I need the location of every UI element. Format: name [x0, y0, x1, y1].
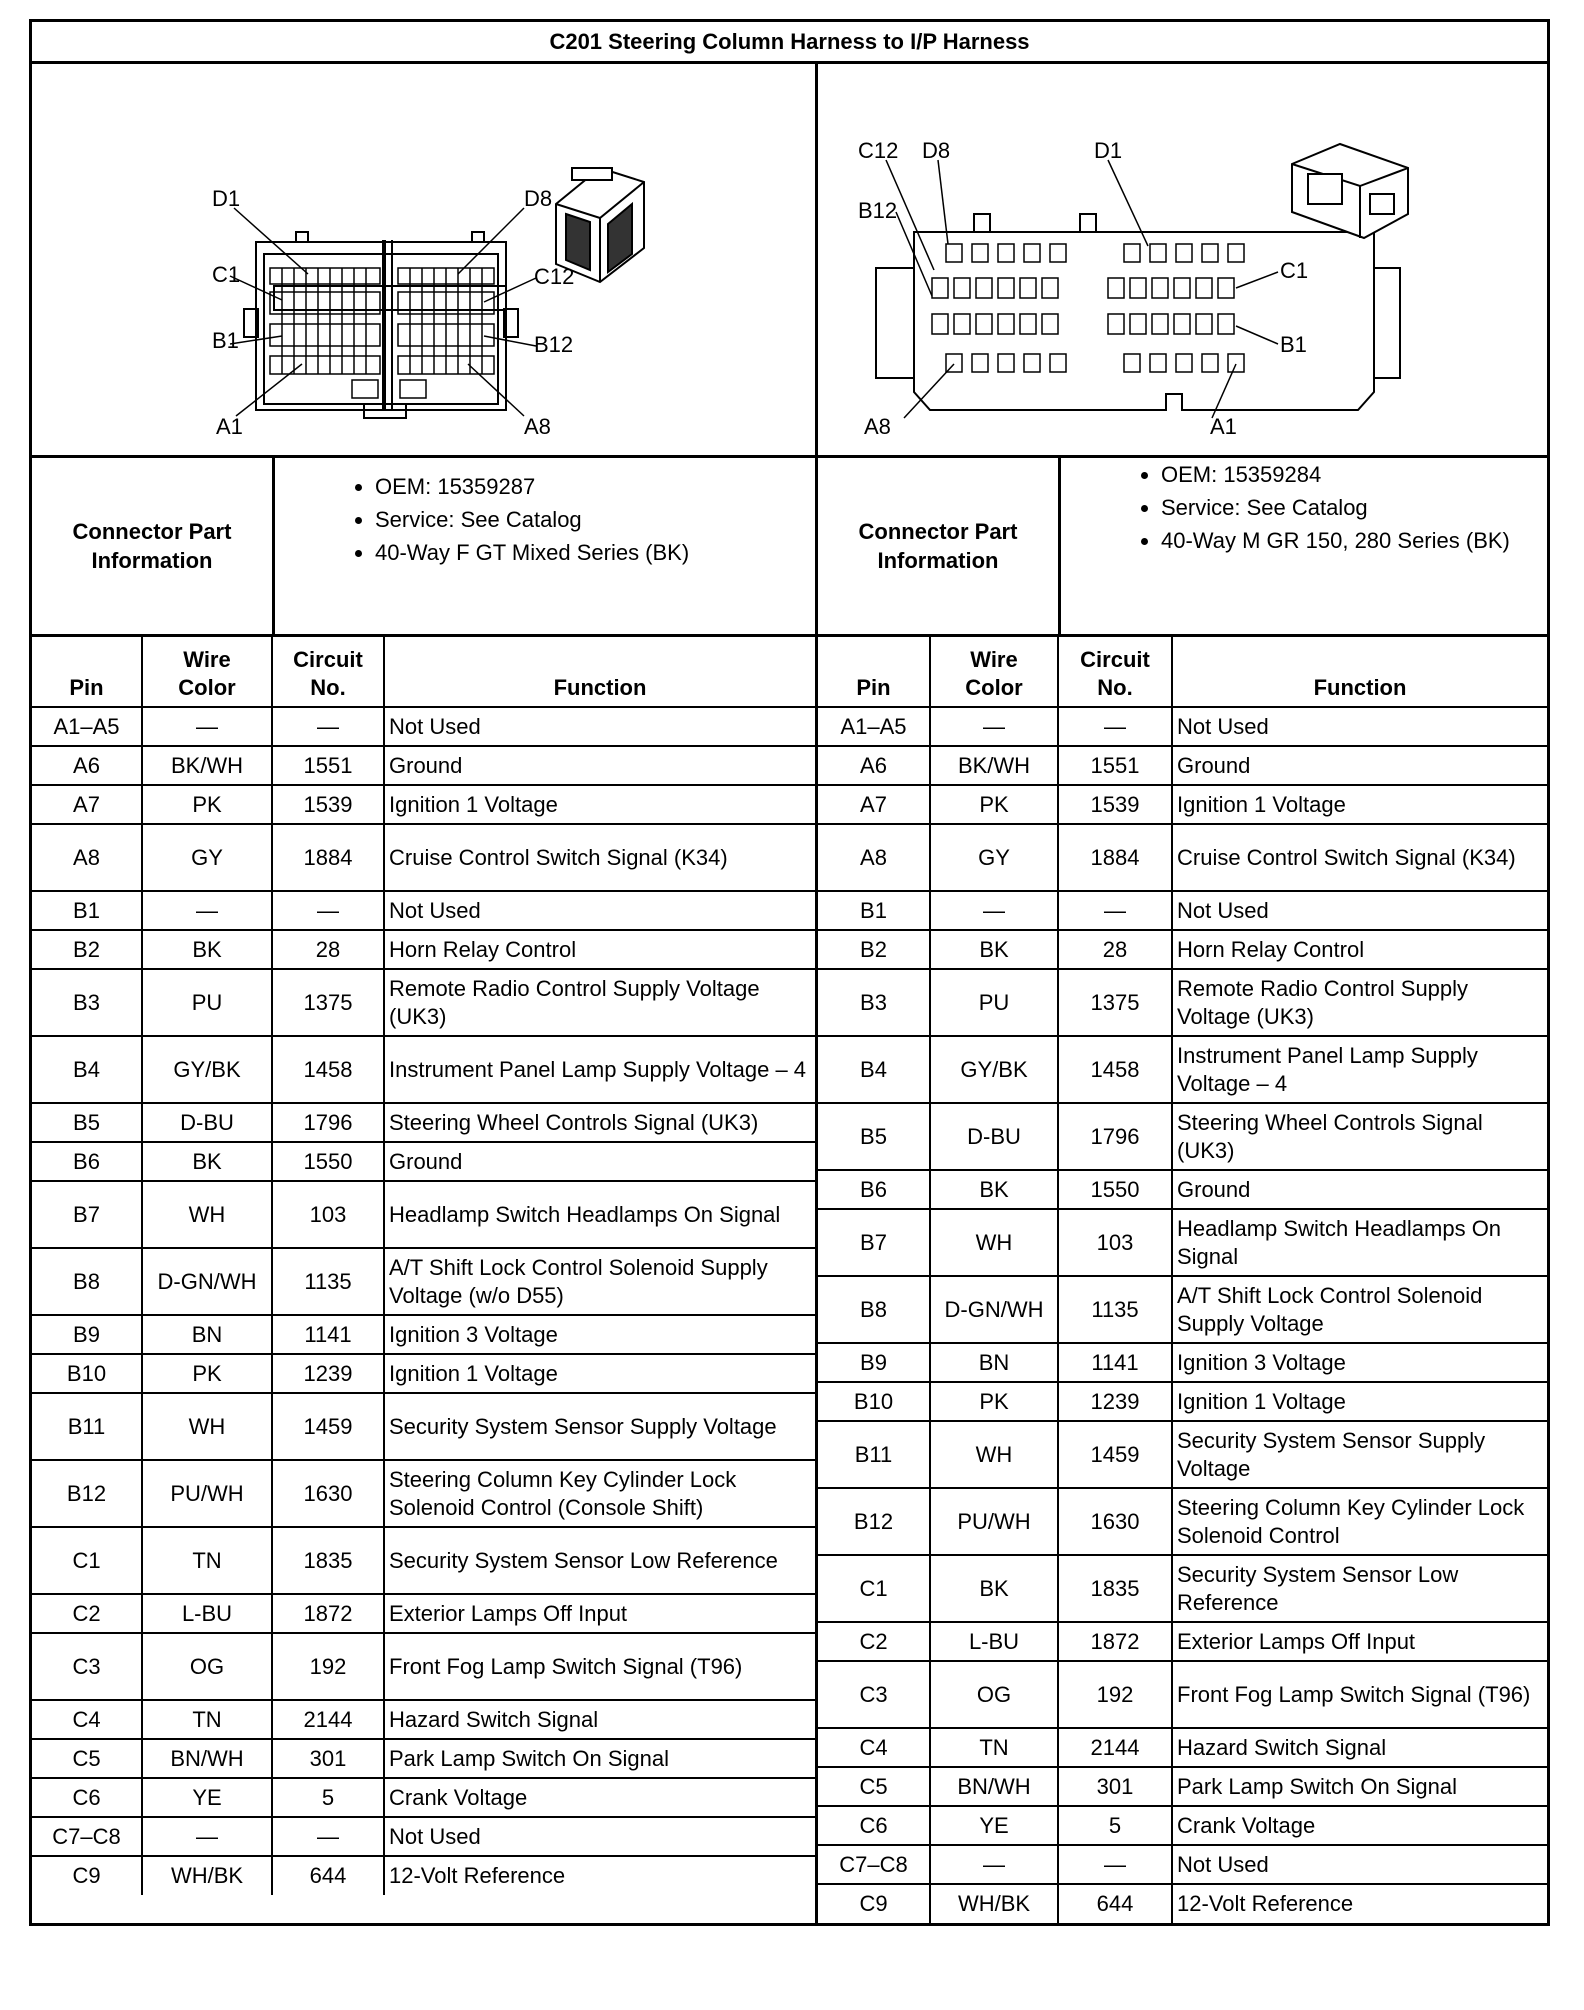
function-cell: Not Used: [384, 891, 815, 930]
pin-label-a8: A8: [524, 414, 551, 439]
pin-label-d1: D1: [1094, 138, 1123, 163]
table-row: [32, 1778, 815, 1817]
table-row: [32, 1248, 815, 1315]
table-row: [818, 1036, 1547, 1103]
circuit-cell: 1630: [272, 1460, 384, 1527]
table-row: [818, 1276, 1547, 1343]
table-row: [32, 1181, 815, 1248]
wire-color-cell: GY: [930, 824, 1058, 891]
function-cell: Cruise Control Switch Signal (K34): [384, 824, 815, 891]
wire-color-cell: WH: [142, 1393, 272, 1460]
female-connector-face-svg: [32, 64, 812, 450]
circuit-cell: 1539: [272, 785, 384, 824]
wire-color-cell: BK: [930, 930, 1058, 969]
pin-cell: B2: [32, 930, 142, 969]
table-row: [32, 824, 815, 891]
circuit-cell: 1458: [272, 1036, 384, 1103]
circuit-cell: 1135: [272, 1248, 384, 1315]
connector-part-info-list: [275, 458, 815, 634]
function-cell: Security System Sensor Low Reference: [1172, 1555, 1547, 1622]
circuit-cell: —: [1058, 891, 1172, 930]
wire-color-cell: PU/WH: [142, 1460, 272, 1527]
circuit-cell: 644: [272, 1856, 384, 1895]
pin-cell: B12: [818, 1488, 930, 1555]
circuit-cell: 1835: [272, 1527, 384, 1594]
circuit-cell: 1141: [1058, 1343, 1172, 1382]
function-cell: Headlamp Switch Headlamps On Signal: [1172, 1209, 1547, 1276]
circuit-cell: 103: [272, 1181, 384, 1248]
circuit-cell: 1872: [1058, 1622, 1172, 1661]
pin-cell: B3: [32, 969, 142, 1036]
header-pin: Pin: [818, 637, 930, 707]
circuit-cell: —: [1058, 1845, 1172, 1884]
wire-color-cell: GY/BK: [930, 1036, 1058, 1103]
wire-color-cell: —: [142, 1817, 272, 1856]
function-cell: Security System Sensor Low Reference: [384, 1527, 815, 1594]
function-cell: Ignition 3 Voltage: [384, 1315, 815, 1354]
function-cell: Ignition 3 Voltage: [1172, 1343, 1547, 1382]
pin-table-right: [818, 637, 1547, 1923]
function-cell: Ground: [384, 1142, 815, 1181]
wire-color-cell: GY: [142, 824, 272, 891]
pin-cell: C3: [818, 1661, 930, 1728]
wire-color-cell: BN: [930, 1343, 1058, 1382]
pin-table-left: [32, 637, 815, 1895]
circuit-cell: 1884: [1058, 824, 1172, 891]
function-cell: Steering Wheel Controls Signal (UK3): [1172, 1103, 1547, 1170]
pin-label-b1: B1: [212, 328, 239, 353]
circuit-cell: 1141: [272, 1315, 384, 1354]
table-row: [32, 1739, 815, 1778]
circuit-cell: 301: [272, 1739, 384, 1778]
table-row: [818, 1170, 1547, 1209]
circuit-cell: 1550: [272, 1142, 384, 1181]
male-connector-iso-icon: [1292, 144, 1408, 238]
table-row: [818, 1728, 1547, 1767]
header-wire-color: Wire Color: [142, 637, 272, 707]
circuit-cell: 1239: [272, 1354, 384, 1393]
wire-color-cell: BK: [142, 1142, 272, 1181]
pin-cell: C7–C8: [818, 1845, 930, 1884]
pin-cell: B2: [818, 930, 930, 969]
wire-color-cell: —: [930, 891, 1058, 930]
circuit-cell: 192: [272, 1633, 384, 1700]
connector-info-left: [31, 457, 817, 636]
wire-color-cell: PK: [142, 785, 272, 824]
function-cell: Steering Column Key Cylinder Lock Solenoid Control (Console Shift): [384, 1460, 815, 1527]
pin-cell: B1: [818, 891, 930, 930]
function-cell: Hazard Switch Signal: [1172, 1728, 1547, 1767]
pin-cell: B5: [32, 1103, 142, 1142]
circuit-cell: 1796: [1058, 1103, 1172, 1170]
circuit-cell: 301: [1058, 1767, 1172, 1806]
function-cell: Remote Radio Control Supply Voltage (UK3): [384, 969, 815, 1036]
function-cell: Ignition 1 Voltage: [384, 785, 815, 824]
table-row: [32, 1594, 815, 1633]
table-row: [32, 1354, 815, 1393]
circuit-cell: 1884: [272, 824, 384, 891]
circuit-cell: 5: [1058, 1806, 1172, 1845]
pin-cell: C1: [818, 1555, 930, 1622]
wire-color-cell: PU/WH: [930, 1488, 1058, 1555]
table-row: [818, 1806, 1547, 1845]
table-row: [818, 1103, 1547, 1170]
wire-color-cell: D-BU: [142, 1103, 272, 1142]
table-row: [32, 785, 815, 824]
page-title: C201 Steering Column Harness to I/P Harness: [31, 21, 1549, 63]
function-cell: Exterior Lamps Off Input: [1172, 1622, 1547, 1661]
wire-color-cell: D-GN/WH: [930, 1276, 1058, 1343]
wire-color-cell: —: [142, 891, 272, 930]
header-circuit-no: Circuit No.: [1058, 637, 1172, 707]
circuit-cell: 1630: [1058, 1488, 1172, 1555]
function-cell: Security System Sensor Supply Voltage: [384, 1393, 815, 1460]
function-cell: Security System Sensor Supply Voltage: [1172, 1421, 1547, 1488]
function-cell: Steering Column Key Cylinder Lock Solenoid Control: [1172, 1488, 1547, 1555]
table-row: [818, 785, 1547, 824]
wire-color-cell: BN: [142, 1315, 272, 1354]
pin-cell: A7: [32, 785, 142, 824]
connector-info-right: [817, 457, 1549, 636]
function-cell: Not Used: [1172, 707, 1547, 746]
table-row: [818, 1555, 1547, 1622]
circuit-cell: 103: [1058, 1209, 1172, 1276]
table-row: [32, 930, 815, 969]
wire-color-cell: WH: [930, 1209, 1058, 1276]
pin-cell: A6: [818, 746, 930, 785]
info-label-line1: Connector Part: [858, 519, 1018, 544]
pin-cell: C7–C8: [32, 1817, 142, 1856]
pin-cell: B6: [818, 1170, 930, 1209]
circuit-cell: —: [272, 1817, 384, 1856]
function-cell: Not Used: [384, 1817, 815, 1856]
wire-color-cell: OG: [930, 1661, 1058, 1728]
wire-color-cell: PK: [142, 1354, 272, 1393]
circuit-cell: 1835: [1058, 1555, 1172, 1622]
pin-cell: B12: [32, 1460, 142, 1527]
connector-part-info-list: [1061, 458, 1547, 634]
table-row: [32, 1700, 815, 1739]
pin-cell: C2: [32, 1594, 142, 1633]
table-row: [32, 1103, 815, 1142]
pin-cell: C4: [32, 1700, 142, 1739]
info-service: • Service: See Catalog: [1161, 491, 1527, 524]
pin-cell: A1–A5: [818, 707, 930, 746]
pin-table-cell-right: [817, 636, 1549, 1925]
table-row: [818, 1845, 1547, 1884]
wire-color-cell: BN/WH: [142, 1739, 272, 1778]
circuit-cell: 28: [272, 930, 384, 969]
wire-color-cell: WH/BK: [142, 1856, 272, 1895]
table-row: [32, 1527, 815, 1594]
pin-cell: B7: [818, 1209, 930, 1276]
wire-color-cell: TN: [142, 1527, 272, 1594]
pin-cell: C4: [818, 1728, 930, 1767]
pin-cell: B3: [818, 969, 930, 1036]
circuit-cell: 1375: [272, 969, 384, 1036]
circuit-cell: 192: [1058, 1661, 1172, 1728]
info-description: • 40-Way M GR 150, 280 Series (BK): [1161, 524, 1527, 557]
circuit-cell: —: [272, 891, 384, 930]
pin-cell: B9: [32, 1315, 142, 1354]
wire-color-cell: D-BU: [930, 1103, 1058, 1170]
info-label-line1: Connector Part: [72, 519, 232, 544]
wire-color-cell: WH/BK: [930, 1884, 1058, 1923]
circuit-cell: 1551: [272, 746, 384, 785]
pin-cell: C9: [818, 1884, 930, 1923]
female-pin-label-text: [212, 186, 574, 439]
circuit-cell: 1551: [1058, 746, 1172, 785]
pin-label-d1: D1: [212, 186, 241, 211]
pin-cell: C9: [32, 1856, 142, 1895]
connector-diagram-left: [31, 63, 817, 457]
pin-cell: C5: [32, 1739, 142, 1778]
pin-cell: B10: [818, 1382, 930, 1421]
function-cell: 12-Volt Reference: [1172, 1884, 1547, 1923]
pin-label-c12: C12: [534, 264, 575, 289]
pin-cell: B5: [818, 1103, 930, 1170]
circuit-cell: 1550: [1058, 1170, 1172, 1209]
wire-color-cell: WH: [930, 1421, 1058, 1488]
wire-color-cell: GY/BK: [142, 1036, 272, 1103]
pin-cell: B9: [818, 1343, 930, 1382]
pin-cell: A8: [32, 824, 142, 891]
function-cell: Park Lamp Switch On Signal: [384, 1739, 815, 1778]
function-cell: Ground: [1172, 1170, 1547, 1209]
wire-color-cell: L-BU: [142, 1594, 272, 1633]
table-row: [818, 746, 1547, 785]
pin-cell: A8: [818, 824, 930, 891]
pin-label-c12: C12: [858, 138, 899, 163]
circuit-cell: —: [1058, 707, 1172, 746]
table-row: [818, 969, 1547, 1036]
table-row: [818, 891, 1547, 930]
pin-label-a1: A1: [216, 414, 243, 439]
pin-label-c1: C1: [212, 262, 241, 287]
table-row: [818, 1382, 1547, 1421]
function-cell: Ground: [1172, 746, 1547, 785]
table-row: [32, 1315, 815, 1354]
info-description: • 40-Way F GT Mixed Series (BK): [375, 536, 795, 569]
wire-color-cell: BK: [142, 930, 272, 969]
function-cell: Front Fog Lamp Switch Signal (T96): [1172, 1661, 1547, 1728]
wire-color-cell: L-BU: [930, 1622, 1058, 1661]
pin-cell: B4: [32, 1036, 142, 1103]
wire-color-cell: YE: [930, 1806, 1058, 1845]
function-cell: Ground: [384, 746, 815, 785]
wire-color-cell: PK: [930, 1382, 1058, 1421]
wire-color-cell: D-GN/WH: [142, 1248, 272, 1315]
table-row: [818, 1767, 1547, 1806]
circuit-cell: 1872: [272, 1594, 384, 1633]
pin-cell: B8: [818, 1276, 930, 1343]
function-cell: Ignition 1 Voltage: [384, 1354, 815, 1393]
wire-color-cell: YE: [142, 1778, 272, 1817]
table-row: [32, 1036, 815, 1103]
function-cell: Ignition 1 Voltage: [1172, 1382, 1547, 1421]
table-row: [818, 707, 1547, 746]
circuit-cell: 28: [1058, 930, 1172, 969]
table-row: [32, 1856, 815, 1895]
circuit-cell: 1459: [1058, 1421, 1172, 1488]
table-row: [32, 746, 815, 785]
pin-cell: C1: [32, 1527, 142, 1594]
pin-label-a1: A1: [1210, 414, 1237, 439]
function-cell: Steering Wheel Controls Signal (UK3): [384, 1103, 815, 1142]
pin-cell: A6: [32, 746, 142, 785]
circuit-cell: 1459: [272, 1393, 384, 1460]
wire-color-cell: —: [142, 707, 272, 746]
pin-cell: A7: [818, 785, 930, 824]
pin-cell: C2: [818, 1622, 930, 1661]
function-cell: Remote Radio Control Supply Voltage (UK3): [1172, 969, 1547, 1036]
pin-label-c1: C1: [1280, 258, 1309, 283]
table-row: [818, 1622, 1547, 1661]
function-cell: Instrument Panel Lamp Supply Voltage – 4: [1172, 1036, 1547, 1103]
function-cell: Not Used: [1172, 1845, 1547, 1884]
table-row: [32, 969, 815, 1036]
pin-cell: B1: [32, 891, 142, 930]
wire-color-cell: TN: [142, 1700, 272, 1739]
table-row: [32, 1393, 815, 1460]
wire-color-cell: BK/WH: [142, 746, 272, 785]
table-row: [818, 1488, 1547, 1555]
circuit-cell: 2144: [272, 1700, 384, 1739]
pin-cell: C5: [818, 1767, 930, 1806]
function-cell: Horn Relay Control: [1172, 930, 1547, 969]
table-row: [32, 1817, 815, 1856]
pin-cell: B8: [32, 1248, 142, 1315]
table-row: [818, 1343, 1547, 1382]
table-row: [32, 1633, 815, 1700]
pin-label-b12: B12: [534, 332, 574, 357]
pin-cell: C3: [32, 1633, 142, 1700]
wire-color-cell: PU: [142, 969, 272, 1036]
wire-color-cell: BK/WH: [930, 746, 1058, 785]
table-row: [818, 930, 1547, 969]
function-cell: Not Used: [384, 707, 815, 746]
function-cell: Instrument Panel Lamp Supply Voltage – 4: [384, 1036, 815, 1103]
function-cell: Ignition 1 Voltage: [1172, 785, 1547, 824]
wire-color-cell: TN: [930, 1728, 1058, 1767]
header-function: Function: [384, 637, 815, 707]
circuit-cell: 5: [272, 1778, 384, 1817]
pin-label-a8: A8: [864, 414, 891, 439]
pin-label-d8: D8: [922, 138, 951, 163]
pin-cell: B10: [32, 1354, 142, 1393]
circuit-cell: 1135: [1058, 1276, 1172, 1343]
table-row: [818, 1884, 1547, 1923]
info-label-line2: Information: [91, 548, 213, 573]
info-oem: • OEM: 15359287: [375, 470, 795, 503]
male-connector-face-svg: [818, 64, 1544, 450]
circuit-cell: 1375: [1058, 969, 1172, 1036]
connector-part-info-label: [818, 458, 1061, 634]
pin-cell: B11: [818, 1421, 930, 1488]
connector-diagram-right: [817, 63, 1549, 457]
table-row: [818, 1421, 1547, 1488]
function-cell: Exterior Lamps Off Input: [384, 1594, 815, 1633]
female-connector-body: [244, 232, 518, 418]
pin-table-cell-left: [31, 636, 817, 1925]
function-cell: Crank Voltage: [384, 1778, 815, 1817]
table-row: [818, 1661, 1547, 1728]
wire-color-cell: —: [930, 707, 1058, 746]
header-wire-color: Wire Color: [930, 637, 1058, 707]
table-row: [32, 1142, 815, 1181]
info-oem: • OEM: 15359284: [1161, 458, 1527, 491]
function-cell: Not Used: [1172, 891, 1547, 930]
male-cavity-grid: [932, 244, 1244, 372]
header-pin: Pin: [32, 637, 142, 707]
function-cell: Cruise Control Switch Signal (K34): [1172, 824, 1547, 891]
function-cell: A/T Shift Lock Control Solenoid Supply Voltage: [1172, 1276, 1547, 1343]
pin-label-d8: D8: [524, 186, 553, 211]
wire-color-cell: WH: [142, 1181, 272, 1248]
pin-cell: B4: [818, 1036, 930, 1103]
header-function: Function: [1172, 637, 1547, 707]
pin-cell: C6: [818, 1806, 930, 1845]
header-circuit-no: Circuit No.: [272, 637, 384, 707]
circuit-cell: 1239: [1058, 1382, 1172, 1421]
function-cell: Front Fog Lamp Switch Signal (T96): [384, 1633, 815, 1700]
pin-cell: C6: [32, 1778, 142, 1817]
wire-color-cell: BK: [930, 1170, 1058, 1209]
circuit-cell: 1539: [1058, 785, 1172, 824]
connector-end-view-sheet: [29, 19, 1547, 1989]
info-service: • Service: See Catalog: [375, 503, 795, 536]
table-row: [818, 824, 1547, 891]
circuit-cell: —: [272, 707, 384, 746]
function-cell: Crank Voltage: [1172, 1806, 1547, 1845]
wire-color-cell: BN/WH: [930, 1767, 1058, 1806]
table-row: [32, 1460, 815, 1527]
connector-part-info-label: [32, 458, 275, 634]
function-cell: Headlamp Switch Headlamps On Signal: [384, 1181, 815, 1248]
pin-cell: B6: [32, 1142, 142, 1181]
function-cell: 12-Volt Reference: [384, 1856, 815, 1895]
function-cell: Horn Relay Control: [384, 930, 815, 969]
function-cell: A/T Shift Lock Control Solenoid Supply Voltage (w/o D55): [384, 1248, 815, 1315]
circuit-cell: 1796: [272, 1103, 384, 1142]
pin-label-b1: B1: [1280, 332, 1307, 357]
pin-cell: A1–A5: [32, 707, 142, 746]
pin-label-b12: B12: [858, 198, 898, 223]
wire-color-cell: PU: [930, 969, 1058, 1036]
pin-cell: B7: [32, 1181, 142, 1248]
circuit-cell: 2144: [1058, 1728, 1172, 1767]
table-row: [32, 891, 815, 930]
wire-color-cell: PK: [930, 785, 1058, 824]
wire-color-cell: —: [930, 1845, 1058, 1884]
table-row: [818, 1209, 1547, 1276]
info-label-line2: Information: [877, 548, 999, 573]
circuit-cell: 644: [1058, 1884, 1172, 1923]
wire-color-cell: OG: [142, 1633, 272, 1700]
connector-table: [29, 19, 1550, 1926]
pin-cell: B11: [32, 1393, 142, 1460]
male-pin-leaders: [886, 160, 1278, 418]
circuit-cell: 1458: [1058, 1036, 1172, 1103]
function-cell: Hazard Switch Signal: [384, 1700, 815, 1739]
function-cell: Park Lamp Switch On Signal: [1172, 1767, 1547, 1806]
table-row: [32, 707, 815, 746]
wire-color-cell: BK: [930, 1555, 1058, 1622]
